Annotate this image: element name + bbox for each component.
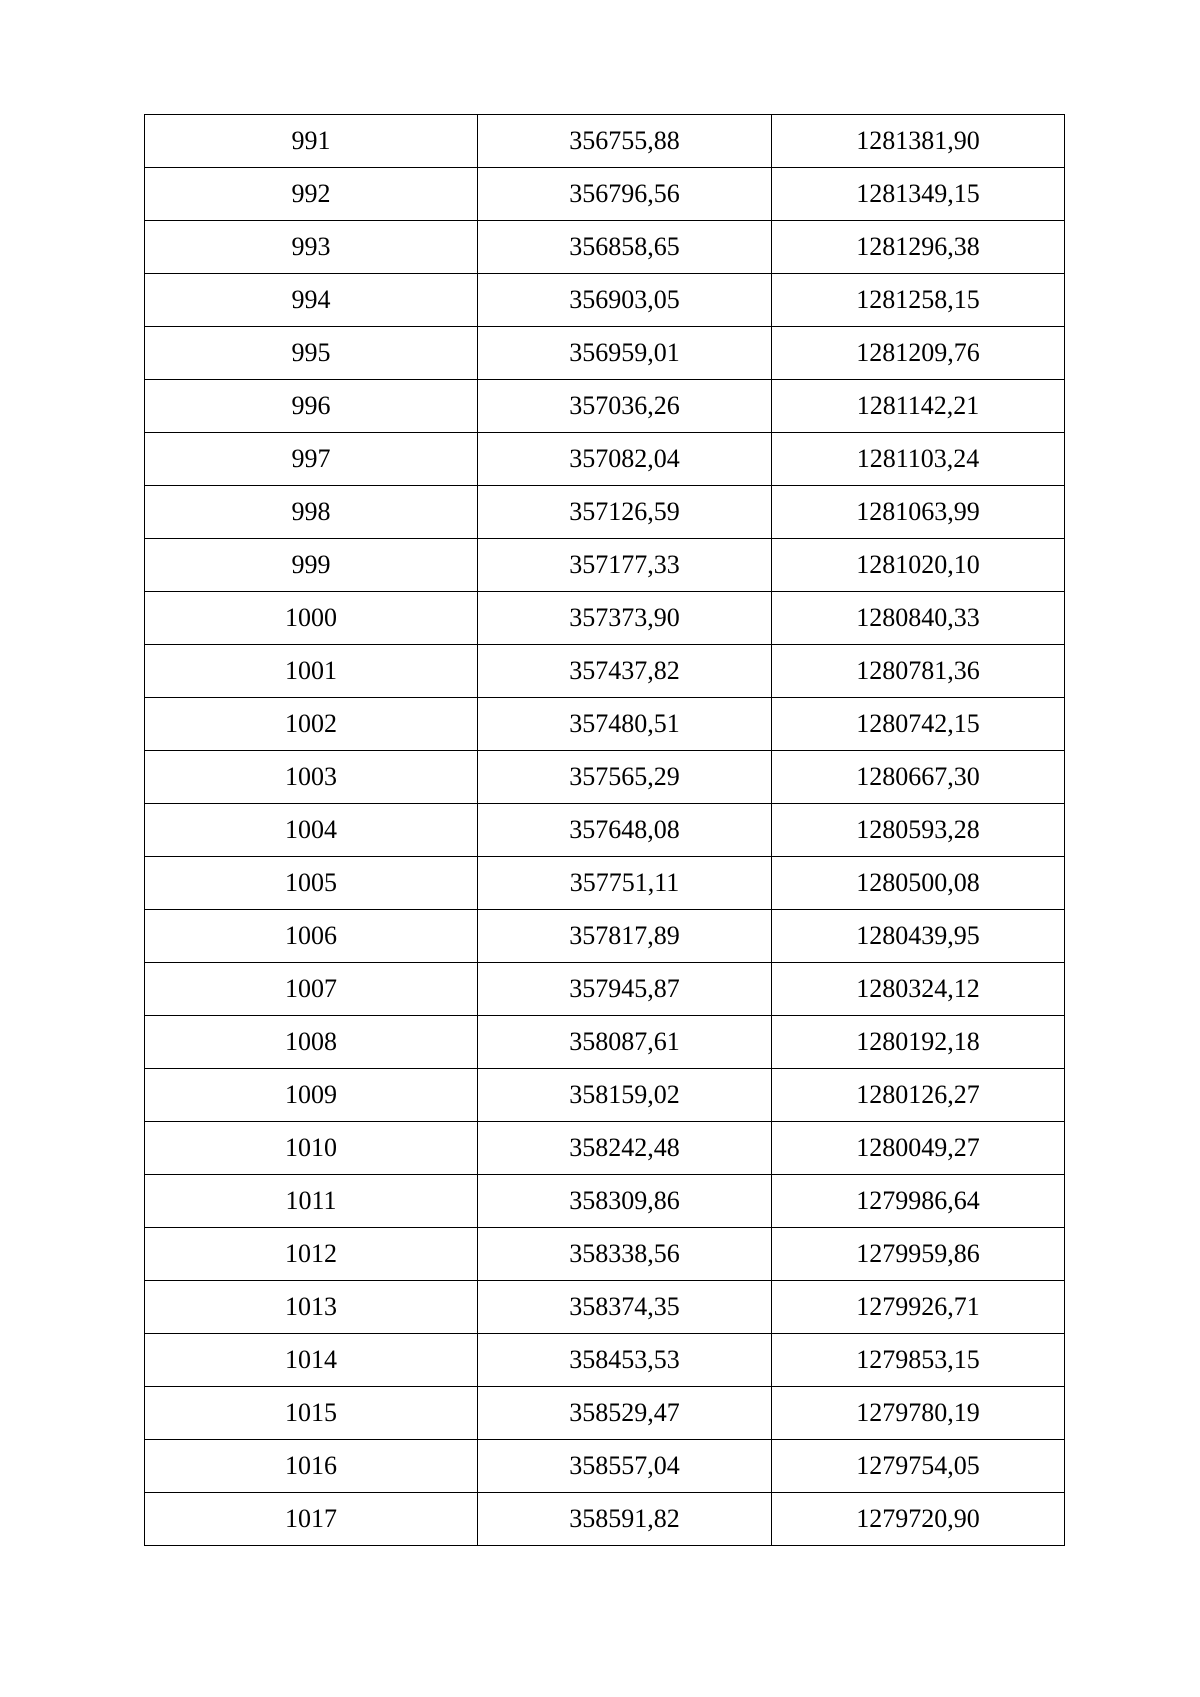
point-number-cell: 1010 bbox=[145, 1122, 478, 1175]
y-coordinate-cell: 1281020,10 bbox=[772, 539, 1065, 592]
point-number-cell: 991 bbox=[145, 115, 478, 168]
y-coordinate-cell: 1281063,99 bbox=[772, 486, 1065, 539]
y-coordinate-cell: 1280439,95 bbox=[772, 910, 1065, 963]
table-row bbox=[145, 645, 1065, 698]
x-coordinate-cell: 356858,65 bbox=[478, 221, 772, 274]
table-row bbox=[145, 963, 1065, 1016]
y-coordinate-cell: 1279780,19 bbox=[772, 1387, 1065, 1440]
point-number-cell: 1009 bbox=[145, 1069, 478, 1122]
x-coordinate-cell: 358453,53 bbox=[478, 1334, 772, 1387]
y-coordinate-cell: 1280593,28 bbox=[772, 804, 1065, 857]
x-coordinate-cell: 358591,82 bbox=[478, 1493, 772, 1546]
y-coordinate-cell: 1281296,38 bbox=[772, 221, 1065, 274]
point-number-cell: 1002 bbox=[145, 698, 478, 751]
table-row bbox=[145, 380, 1065, 433]
x-coordinate-cell: 358557,04 bbox=[478, 1440, 772, 1493]
point-number-cell: 1004 bbox=[145, 804, 478, 857]
point-number-cell: 1005 bbox=[145, 857, 478, 910]
x-coordinate-cell: 356903,05 bbox=[478, 274, 772, 327]
y-coordinate-cell: 1281142,21 bbox=[772, 380, 1065, 433]
point-number-cell: 1003 bbox=[145, 751, 478, 804]
table-row bbox=[145, 857, 1065, 910]
x-coordinate-cell: 357373,90 bbox=[478, 592, 772, 645]
y-coordinate-cell: 1281258,15 bbox=[772, 274, 1065, 327]
point-number-cell: 1016 bbox=[145, 1440, 478, 1493]
x-coordinate-cell: 357126,59 bbox=[478, 486, 772, 539]
y-coordinate-cell: 1280500,08 bbox=[772, 857, 1065, 910]
x-coordinate-cell: 356755,88 bbox=[478, 115, 772, 168]
point-number-cell: 992 bbox=[145, 168, 478, 221]
y-coordinate-cell: 1280049,27 bbox=[772, 1122, 1065, 1175]
y-coordinate-cell: 1279986,64 bbox=[772, 1175, 1065, 1228]
y-coordinate-cell: 1281209,76 bbox=[772, 327, 1065, 380]
y-coordinate-cell: 1280742,15 bbox=[772, 698, 1065, 751]
y-coordinate-cell: 1280126,27 bbox=[772, 1069, 1065, 1122]
x-coordinate-cell: 358087,61 bbox=[478, 1016, 772, 1069]
y-coordinate-cell: 1280192,18 bbox=[772, 1016, 1065, 1069]
table-row bbox=[145, 539, 1065, 592]
point-number-cell: 996 bbox=[145, 380, 478, 433]
point-number-cell: 1012 bbox=[145, 1228, 478, 1281]
x-coordinate-cell: 357437,82 bbox=[478, 645, 772, 698]
y-coordinate-cell: 1281381,90 bbox=[772, 115, 1065, 168]
point-number-cell: 1008 bbox=[145, 1016, 478, 1069]
table-row bbox=[145, 168, 1065, 221]
point-number-cell: 1000 bbox=[145, 592, 478, 645]
point-number-cell: 1017 bbox=[145, 1493, 478, 1546]
table-row bbox=[145, 1122, 1065, 1175]
table-row bbox=[145, 1228, 1065, 1281]
table-row bbox=[145, 1493, 1065, 1546]
y-coordinate-cell: 1279926,71 bbox=[772, 1281, 1065, 1334]
point-number-cell: 1006 bbox=[145, 910, 478, 963]
x-coordinate-cell: 357177,33 bbox=[478, 539, 772, 592]
x-coordinate-cell: 358374,35 bbox=[478, 1281, 772, 1334]
point-number-cell: 1014 bbox=[145, 1334, 478, 1387]
y-coordinate-cell: 1280781,36 bbox=[772, 645, 1065, 698]
x-coordinate-cell: 357082,04 bbox=[478, 433, 772, 486]
x-coordinate-cell: 357565,29 bbox=[478, 751, 772, 804]
y-coordinate-cell: 1281349,15 bbox=[772, 168, 1065, 221]
x-coordinate-cell: 357036,26 bbox=[478, 380, 772, 433]
x-coordinate-cell: 358309,86 bbox=[478, 1175, 772, 1228]
table-row bbox=[145, 1281, 1065, 1334]
point-number-cell: 995 bbox=[145, 327, 478, 380]
y-coordinate-cell: 1279754,05 bbox=[772, 1440, 1065, 1493]
table-row bbox=[145, 1175, 1065, 1228]
coordinates-table-body bbox=[145, 115, 1065, 1546]
point-number-cell: 1001 bbox=[145, 645, 478, 698]
point-number-cell: 998 bbox=[145, 486, 478, 539]
point-number-cell: 999 bbox=[145, 539, 478, 592]
table-row bbox=[145, 115, 1065, 168]
table-row bbox=[145, 221, 1065, 274]
table-row bbox=[145, 910, 1065, 963]
y-coordinate-cell: 1280840,33 bbox=[772, 592, 1065, 645]
table-row bbox=[145, 698, 1065, 751]
table-row bbox=[145, 433, 1065, 486]
x-coordinate-cell: 357817,89 bbox=[478, 910, 772, 963]
point-number-cell: 997 bbox=[145, 433, 478, 486]
y-coordinate-cell: 1281103,24 bbox=[772, 433, 1065, 486]
table-row bbox=[145, 1334, 1065, 1387]
x-coordinate-cell: 357945,87 bbox=[478, 963, 772, 1016]
table-row bbox=[145, 751, 1065, 804]
table-row bbox=[145, 274, 1065, 327]
table-row bbox=[145, 327, 1065, 380]
x-coordinate-cell: 357480,51 bbox=[478, 698, 772, 751]
point-number-cell: 994 bbox=[145, 274, 478, 327]
point-number-cell: 1015 bbox=[145, 1387, 478, 1440]
table-row bbox=[145, 1387, 1065, 1440]
table-row bbox=[145, 486, 1065, 539]
point-number-cell: 1011 bbox=[145, 1175, 478, 1228]
point-number-cell: 1013 bbox=[145, 1281, 478, 1334]
y-coordinate-cell: 1279853,15 bbox=[772, 1334, 1065, 1387]
x-coordinate-cell: 357648,08 bbox=[478, 804, 772, 857]
table-row bbox=[145, 1069, 1065, 1122]
x-coordinate-cell: 358242,48 bbox=[478, 1122, 772, 1175]
x-coordinate-cell: 356796,56 bbox=[478, 168, 772, 221]
point-number-cell: 993 bbox=[145, 221, 478, 274]
y-coordinate-cell: 1280324,12 bbox=[772, 963, 1065, 1016]
table-row bbox=[145, 1016, 1065, 1069]
x-coordinate-cell: 356959,01 bbox=[478, 327, 772, 380]
point-number-cell: 1007 bbox=[145, 963, 478, 1016]
table-row bbox=[145, 804, 1065, 857]
x-coordinate-cell: 358159,02 bbox=[478, 1069, 772, 1122]
y-coordinate-cell: 1279720,90 bbox=[772, 1493, 1065, 1546]
x-coordinate-cell: 358338,56 bbox=[478, 1228, 772, 1281]
x-coordinate-cell: 358529,47 bbox=[478, 1387, 772, 1440]
table-row bbox=[145, 1440, 1065, 1493]
table-row bbox=[145, 592, 1065, 645]
coordinates-table bbox=[144, 114, 1065, 1546]
y-coordinate-cell: 1279959,86 bbox=[772, 1228, 1065, 1281]
y-coordinate-cell: 1280667,30 bbox=[772, 751, 1065, 804]
x-coordinate-cell: 357751,11 bbox=[478, 857, 772, 910]
